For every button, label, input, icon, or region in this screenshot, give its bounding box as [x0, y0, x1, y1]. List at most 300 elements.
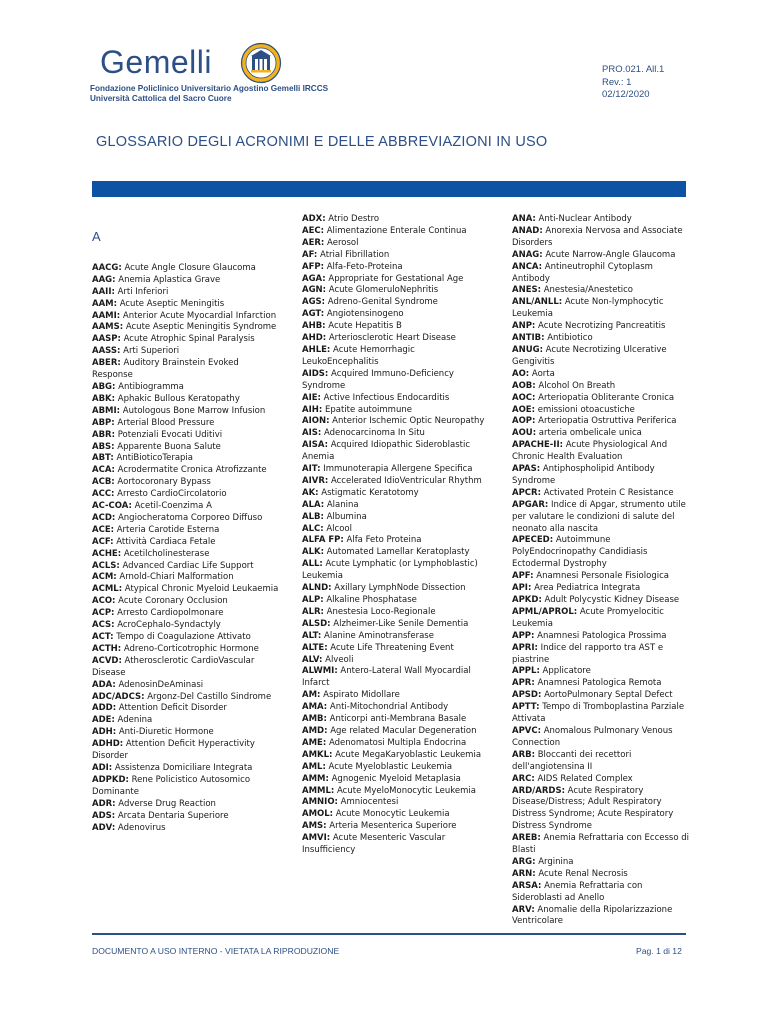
entry-definition: Acute Aseptic Meningitis Syndrome — [123, 322, 277, 333]
glossary-entry — [92, 334, 282, 346]
entry-definition: Anorexia Nervosa and Associate Disorders — [512, 225, 683, 248]
glossary-entry — [92, 346, 282, 358]
glossary-entry — [302, 285, 490, 297]
entry-acronym: AACG: — [92, 262, 122, 273]
footer-divider — [92, 933, 686, 935]
glossary-entry — [92, 299, 282, 311]
entry-definition: Alimentazione Enterale Continua — [324, 225, 467, 236]
glossary-entry — [512, 583, 692, 595]
glossary-entry — [302, 393, 490, 405]
entry-acronym: ALP: — [302, 595, 324, 605]
entry-definition: Acute Hepatitis B — [325, 321, 402, 332]
glossary-entry — [512, 405, 692, 417]
entry-acronym: AOP: — [512, 416, 536, 427]
glossary-entry — [302, 524, 490, 536]
entry-definition: Alfa Feto Proteina — [343, 535, 422, 546]
glossary-entry — [92, 572, 282, 584]
entry-definition: Arteriopatia Obliterante Cronica — [535, 392, 675, 403]
glossary-entry — [302, 547, 490, 559]
entry-acronym: ACTH: — [92, 643, 122, 654]
glossary-entry — [302, 583, 490, 595]
glossary-entry — [302, 512, 490, 524]
entry-definition: AIDS Related Complex — [534, 773, 633, 784]
glossary-entry — [512, 345, 692, 369]
entry-acronym: AGA: — [302, 273, 326, 284]
entry-acronym: APSD: — [512, 690, 542, 701]
document-code: PRO.021. All.1 — [602, 64, 665, 75]
entry-acronym: APACHE-II: — [512, 440, 564, 451]
entry-acronym: AK: — [302, 487, 319, 498]
entry-acronym: AAII: — [92, 286, 115, 297]
entry-definition: Anterior Acute Myocardial Infarction — [120, 310, 277, 321]
entry-acronym: API: — [512, 583, 532, 594]
entry-definition: Attività Cardiaca Fetale — [113, 536, 216, 547]
document-date: 02/12/2020 — [602, 89, 650, 100]
glossary-entry — [302, 333, 490, 345]
glossary-entry — [92, 275, 282, 287]
entry-definition: Anomalous Pulmonary Venous Connection — [512, 725, 673, 748]
entry-acronym: AMM: — [302, 773, 329, 784]
entry-acronym: ANUG: — [512, 344, 543, 355]
entry-acronym: ACS: — [92, 620, 115, 631]
entry-acronym: AMVI: — [302, 833, 331, 844]
entry-definition: Immunoterapia Allergene Specifica — [320, 464, 473, 475]
glossary-entry — [302, 774, 490, 786]
entry-acronym: AIDS: — [302, 368, 329, 379]
entry-definition: Anestesia/Anestetico — [541, 285, 634, 296]
glossary-entry — [512, 726, 692, 750]
entry-definition: Acute Narrow-Angle Glaucoma — [542, 249, 676, 260]
entry-acronym: ABT: — [92, 453, 114, 464]
entry-acronym: ANL/ANLL: — [512, 297, 563, 308]
glossary-entry — [512, 381, 692, 393]
entry-definition: Acute MegaKaryoblastic Leukemia — [332, 749, 482, 760]
glossary-entry — [512, 702, 692, 726]
entry-acronym: ACE: — [92, 524, 115, 535]
glossary-entry — [302, 416, 490, 428]
entry-acronym: ALTE: — [302, 642, 328, 653]
entry-acronym: ALWMI: — [302, 666, 338, 677]
glossary-entry — [302, 809, 490, 821]
glossary-entry — [302, 226, 490, 238]
entry-definition: Acrodermatite Cronica Atrofizzante — [114, 465, 267, 476]
entry-acronym: APECED: — [512, 535, 554, 546]
glossary-entry — [512, 690, 692, 702]
glossary-entry — [92, 382, 282, 394]
entry-definition: Alcool — [323, 523, 352, 534]
entry-acronym: ARD/ARDS: — [512, 785, 565, 796]
footer-notice: DOCUMENTO A USO INTERNO - VIETATA LA RIPRODUZIONE — [92, 946, 340, 956]
entry-acronym: ADA: — [92, 679, 116, 690]
glossary-entry — [92, 692, 282, 704]
entry-definition: Amniocentesi — [337, 797, 399, 808]
glossary-entry — [302, 214, 490, 226]
entry-definition: Adenovirus — [115, 822, 166, 833]
entry-definition: Aspirato Midollare — [320, 690, 400, 701]
entry-definition: Acute Mesenteric Vascular Insufficiency — [302, 833, 446, 856]
entry-acronym: APGAR: — [512, 499, 549, 510]
glossary-entry — [92, 311, 282, 323]
entry-definition: Acetil-Coenzima A — [131, 501, 212, 512]
glossary-entry — [302, 655, 490, 667]
entry-acronym: ADD: — [92, 703, 117, 714]
entry-definition: Arginina — [535, 856, 574, 867]
entry-definition: Arteria Carotide Esterna — [114, 524, 220, 535]
entry-definition: Acute Myeloblastic Leukemia — [325, 761, 453, 772]
entry-definition: Aorta — [529, 368, 555, 379]
entry-acronym: AME: — [302, 737, 327, 748]
entry-definition: Alcohol On Breath — [535, 380, 616, 391]
document-revision: Rev.: 1 — [602, 76, 632, 88]
entry-definition: Anamnesi Personale Fisiologica — [533, 571, 669, 582]
entry-definition: Arterial Blood Pressure — [114, 417, 215, 428]
entry-acronym: ALR: — [302, 606, 324, 617]
glossary-entry — [92, 537, 282, 549]
entry-definition: Arteria Mesenterica Superiore — [326, 821, 457, 832]
glossary-entry — [92, 549, 282, 561]
entry-definition: Astigmatic Keratotomy — [318, 487, 419, 498]
entry-definition: Axillary LymphNode Dissection — [331, 583, 466, 594]
entry-acronym: AISA: — [302, 440, 328, 451]
entry-acronym: ACC: — [92, 489, 115, 500]
entry-definition: Attention Deficit Hyperactivity Disorder — [92, 739, 255, 762]
entry-acronym: AMD: — [302, 725, 328, 736]
entry-definition: Apparente Buona Salute — [114, 441, 221, 452]
entry-definition: Arteriosclerotic Heart Disease — [326, 333, 456, 344]
glossary-entry — [92, 608, 282, 620]
entry-definition: Attention Deficit Disorder — [116, 703, 227, 714]
entry-acronym: AREB: — [512, 833, 541, 844]
entry-acronym: AIS: — [302, 428, 322, 439]
glossary-entry — [512, 631, 692, 643]
entry-definition: Anamnesi Patologica Remota — [534, 678, 662, 689]
entry-definition: Tempo di Coagulazione Attivato — [113, 632, 251, 642]
entry-definition: Atrial Fibrillation — [317, 249, 390, 260]
entry-definition: Acute Coronary Occlusion — [115, 596, 228, 607]
entry-definition: Epatite autoimmune — [322, 404, 412, 415]
entry-definition: Arnold-Chiari Malformation — [116, 572, 234, 583]
entry-acronym: ADH: — [92, 727, 117, 738]
entry-acronym: APCR: — [512, 487, 541, 498]
entry-acronym: AHLE: — [302, 344, 331, 355]
glossary-column-1 — [92, 214, 282, 834]
entry-definition: Acute Aseptic Meningitis — [117, 298, 225, 309]
entry-acronym: APAS: — [512, 464, 541, 475]
entry-definition: Acute Necrotizing Ulcerative Gengivitis — [512, 344, 667, 367]
glossary-entry — [512, 905, 692, 929]
entry-definition: Angiocheratoma Corporeo Diffuso — [115, 512, 263, 523]
glossary-entry — [512, 393, 692, 405]
glossary-entry — [92, 465, 282, 477]
entry-definition: Tempo di Tromboplastina Parziale Attivata — [512, 702, 685, 725]
page-number: Pag. 1 di 12 — [636, 946, 682, 956]
entry-definition: Anamnesi Patologica Prossima — [534, 630, 667, 641]
glossary-entry — [92, 453, 282, 465]
glossary-entry — [512, 262, 692, 286]
glossary-entry — [512, 333, 692, 345]
glossary-entry — [302, 750, 490, 762]
entry-definition: Adreno-Genital Syndrome — [325, 297, 438, 308]
glossary-entry — [92, 763, 282, 775]
entry-acronym: AAMI: — [92, 310, 121, 321]
glossary-entry — [302, 821, 490, 833]
glossary-entry — [302, 262, 490, 274]
entry-acronym: ARB: — [512, 749, 536, 760]
entry-acronym: AM: — [302, 690, 321, 701]
entry-definition: Autologous Bone Marrow Infusion — [120, 405, 266, 416]
entry-definition: Adult Polycystic Kidney Disease — [541, 595, 680, 605]
entry-acronym: ACB: — [92, 477, 115, 488]
glossary-entry — [92, 513, 282, 525]
entry-definition: Anti-Nuclear Antibody — [535, 214, 632, 224]
glossary-entry — [302, 786, 490, 798]
glossary-entry — [302, 643, 490, 655]
entry-acronym: ACHE: — [92, 548, 122, 559]
glossary-entry — [302, 666, 490, 690]
glossary-entry — [302, 369, 490, 393]
glossary-entry — [302, 345, 490, 369]
entry-definition: Atypical Chronic Myeloid Leukaemia — [122, 584, 279, 595]
glossary-entry — [302, 690, 490, 702]
entry-definition: Arti Inferiori — [114, 286, 169, 297]
entry-definition: Arcata Dentaria Superiore — [115, 810, 229, 821]
glossary-entry — [512, 214, 692, 226]
entry-definition: Adenocarcinoma In Situ — [321, 428, 425, 439]
entry-acronym: ARSA: — [512, 880, 542, 891]
gemelli-logo: Gemelli — [100, 44, 212, 80]
entry-definition: Indice di Apgar, strumento utile per valutare le condizioni di salute del neonato alla nascita — [512, 499, 686, 534]
entry-acronym: APRI: — [512, 642, 538, 653]
entry-acronym: ADS: — [92, 810, 116, 821]
entry-acronym: APR: — [512, 678, 535, 689]
glossary-entry — [302, 274, 490, 286]
entry-acronym: AGN: — [302, 285, 327, 296]
entry-acronym: ALSD: — [302, 618, 331, 629]
entry-acronym: AION: — [302, 416, 330, 427]
entry-definition: Acute Non-lymphocytic Leukemia — [512, 297, 664, 320]
entry-definition: Acute Angle Closure Glaucoma — [121, 262, 256, 273]
entry-acronym: ALL: — [302, 559, 323, 570]
entry-definition: Rene Policistico Autosomico Dominante — [92, 774, 251, 797]
entry-acronym: ADV: — [92, 822, 116, 833]
glossary-list-3 — [512, 214, 692, 928]
entry-acronym: AMML: — [302, 785, 335, 796]
entry-acronym: ARV: — [512, 904, 535, 915]
entry-definition: arteria ombelicale unica — [536, 428, 642, 439]
glossary-entry — [512, 488, 692, 500]
entry-acronym: AIH: — [302, 404, 323, 415]
glossary-entry — [512, 440, 692, 464]
entry-definition: Acquired Immuno-Deficiency Syndrome — [302, 368, 454, 391]
entry-acronym: ADE: — [92, 715, 115, 726]
entry-definition: Arresto Cardiopolmonare — [114, 608, 224, 619]
entry-acronym: ADR: — [92, 798, 116, 809]
entry-acronym: ACA: — [92, 465, 115, 476]
entry-acronym: AIVR: — [302, 475, 329, 486]
entry-acronym: AOE: — [512, 404, 536, 415]
glossary-entry — [302, 238, 490, 250]
entry-definition: Acute Atrophic Spinal Paralysis — [120, 334, 255, 345]
entry-acronym: AMKL: — [302, 749, 333, 760]
entry-definition: Acute Renal Necrosis — [535, 868, 628, 879]
entry-acronym: APML/APROL: — [512, 606, 578, 617]
glossary-entry — [302, 607, 490, 619]
entry-definition: Albumina — [323, 511, 367, 522]
glossary-entry — [92, 525, 282, 537]
institution-name — [90, 84, 350, 103]
glossary-entry — [302, 738, 490, 750]
entry-definition: Anomalie della Ripolarizzazione Ventricolare — [512, 904, 673, 927]
entry-definition: AortoPulmonary Septal Defect — [541, 690, 673, 701]
entry-definition: Argonz-Del Castillo Sindrome — [144, 691, 272, 702]
entry-definition: Acute Life Threatening Event — [327, 642, 454, 653]
entry-acronym: ALFA FP: — [302, 535, 344, 546]
entry-acronym: ACLS: — [92, 560, 120, 571]
entry-acronym: AAMS: — [92, 322, 124, 333]
entry-acronym: ACO: — [92, 596, 116, 607]
glossary-entry — [92, 584, 282, 596]
entry-definition: Anti-Diuretic Hormone — [116, 727, 214, 738]
entry-acronym: ARG: — [512, 856, 536, 867]
glossary-entry — [92, 775, 282, 799]
entry-definition: Acute Lymphatic (or Lymphoblastic) Leukemia — [302, 559, 478, 582]
entry-acronym: APVC: — [512, 725, 542, 736]
glossary-entry — [302, 476, 490, 488]
glossary-entry — [92, 477, 282, 489]
entry-acronym: ABP: — [92, 417, 115, 428]
entry-acronym: ADHD: — [92, 739, 124, 750]
entry-definition: Arresto CardioCircolatorio — [114, 489, 227, 500]
glossary-entry — [512, 881, 692, 905]
institution-line-1: Fondazione Policlinico Universitario Agostino Gemelli IRCCS — [90, 84, 329, 93]
glossary-entry — [92, 799, 282, 811]
entry-definition: Anemia Refrattaria con Sideroblasti ad Anello — [512, 880, 643, 903]
entry-acronym: ANES: — [512, 285, 542, 296]
glossary-entry — [92, 596, 282, 608]
entry-definition: Acute Physiological And Chronic Health Evaluation — [512, 440, 668, 463]
glossary-entry — [92, 656, 282, 680]
glossary-entry — [512, 833, 692, 857]
entry-acronym: ALB: — [302, 511, 324, 522]
glossary-entry — [92, 727, 282, 739]
entry-acronym: ABG: — [92, 381, 116, 392]
entry-definition: Anestesia Loco-Regionale — [323, 606, 436, 617]
glossary-entry — [512, 369, 692, 381]
entry-acronym: AASP: — [92, 334, 121, 345]
entry-definition: Alkaline Phosphatase — [323, 595, 417, 605]
entry-definition: Acute GlomeruloNephritis — [326, 285, 439, 296]
entry-acronym: ANTIB: — [512, 333, 545, 344]
entry-acronym: AAM: — [92, 298, 118, 309]
entry-acronym: AOU: — [512, 428, 537, 439]
glossary-entry — [302, 714, 490, 726]
glossary-entry — [512, 535, 692, 571]
glossary-entry — [302, 619, 490, 631]
glossary-entry — [512, 774, 692, 786]
university-seal-icon — [240, 42, 282, 84]
page-title: GLOSSARIO DEGLI ACRONIMI E DELLE ABBREVIAZIONI IN USO — [96, 134, 548, 150]
glossary-entry — [92, 703, 282, 715]
glossary-entry — [512, 321, 692, 333]
entry-acronym: ANP: — [512, 321, 536, 332]
entry-acronym: APF: — [512, 571, 534, 582]
glossary-entry — [92, 442, 282, 454]
entry-definition: Acute MyeloMonocytic Leukemia — [334, 785, 476, 796]
glossary-entry — [302, 595, 490, 607]
glossary-entry — [512, 428, 692, 440]
entry-acronym: ACVD: — [92, 655, 122, 666]
entry-definition: Accelerated IdioVentricular Rhythm — [328, 475, 482, 486]
glossary-entry — [512, 786, 692, 834]
glossary-entry — [302, 440, 490, 464]
entry-acronym: AFP: — [302, 261, 325, 272]
entry-definition: Age related Macular Degeneration — [327, 725, 477, 736]
entry-definition: Autoimmune PolyEndocrinopathy Candidiasis Ectodermal Dystrophy — [512, 535, 648, 570]
entry-definition: Anemia Refrattaria con Eccesso di Blasti — [512, 833, 690, 856]
glossary-entry — [302, 702, 490, 714]
glossary-entry — [302, 500, 490, 512]
glossary-entry — [302, 321, 490, 333]
entry-definition: Automated Lamellar Keratoplasty — [323, 547, 470, 558]
entry-acronym: ALA: — [302, 499, 325, 510]
glossary-entry — [92, 406, 282, 418]
entry-acronym: ABS: — [92, 441, 115, 452]
entry-definition: Appropriate for Gestational Age — [325, 273, 464, 284]
glossary-entry — [92, 430, 282, 442]
entry-definition: Acquired Idiopathic Sideroblastic Anemia — [302, 440, 470, 463]
entry-acronym: ANA: — [512, 214, 536, 224]
entry-definition: Acute Promyelocitic Leukemia — [512, 606, 664, 629]
entry-acronym: ADPKD: — [92, 774, 129, 785]
glossary-entry — [512, 464, 692, 488]
entry-definition: Auditory Brainstein Evoked Response — [92, 358, 239, 381]
entry-definition: Area Pediatrica Integrata — [531, 583, 641, 594]
entry-acronym: ALND: — [302, 583, 332, 594]
glossary-entry — [512, 250, 692, 262]
entry-acronym: AML: — [302, 761, 326, 772]
entry-definition: Aerosol — [324, 237, 359, 248]
glossary-entry — [302, 797, 490, 809]
glossary-entry — [302, 428, 490, 440]
glossary-entry — [302, 297, 490, 309]
entry-acronym: AMS: — [302, 821, 327, 832]
glossary-list-2 — [302, 214, 490, 857]
entry-definition: emissioni otoacustiche — [535, 404, 635, 415]
glossary-entry — [302, 405, 490, 417]
entry-acronym: AOC: — [512, 392, 536, 403]
entry-acronym: ABMI: — [92, 405, 121, 416]
entry-definition: Bloccanti dei recettori dell'angiotensina II — [512, 749, 632, 772]
entry-acronym: AMNIO: — [302, 797, 338, 808]
entry-acronym: AOB: — [512, 380, 536, 391]
entry-definition: Agnogenic Myeloid Metaplasia — [328, 773, 461, 784]
entry-definition: Acute Respiratory Disease/Distress; Adult Respiratory Distress Syndrome; Acute Respiratory Distress Syndrome — [512, 785, 674, 832]
entry-definition: Antineutrophil Cytoplasm Antibody — [512, 261, 653, 284]
entry-acronym: AER: — [302, 237, 325, 248]
entry-definition: Alzheimer-Like Senile Dementia — [330, 618, 469, 629]
entry-definition: Anemia Aplastica Grave — [115, 274, 221, 285]
glossary-entry — [512, 607, 692, 631]
entry-definition: Atherosclerotic CardioVascular Disease — [92, 655, 255, 678]
glossary-entry — [92, 418, 282, 430]
glossary-entry — [92, 644, 282, 656]
entry-definition: Antero-Lateral Wall Myocardial Infarct — [302, 666, 471, 689]
glossary-entry — [92, 811, 282, 823]
entry-acronym: ACD: — [92, 512, 116, 523]
entry-acronym: AIT: — [302, 464, 321, 475]
entry-acronym: APPL: — [512, 666, 540, 677]
entry-acronym: ACT: — [92, 632, 114, 642]
